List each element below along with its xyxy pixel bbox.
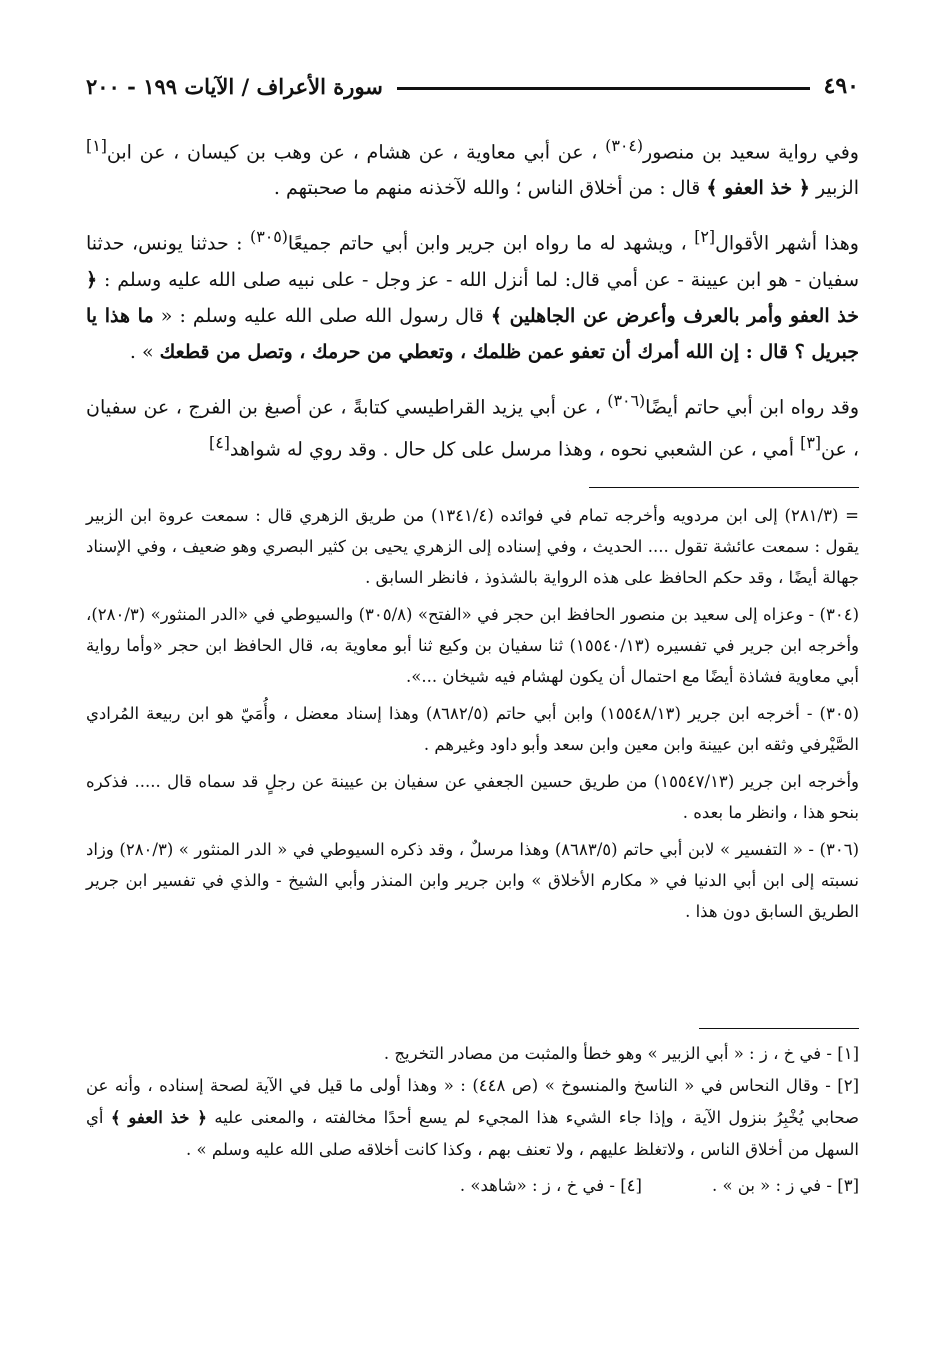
p2-hadith-speech: ما هذا يا جبريل ؟ قال : إن الله أمرك أن تعفو عمن ظلمك ، وتعطي من حرمك ، وتصل من قطعك	[86, 304, 859, 363]
p1-variant-ref-1: [١]	[86, 136, 107, 155]
header-rule	[397, 87, 810, 90]
p2-text-a: وهذا أشهر الأقوال	[715, 232, 859, 255]
p1-text-a: وفي رواية سعيد بن منصور	[643, 141, 859, 164]
p3-footnote-ref-306: (٣٠٦)	[607, 390, 646, 410]
variant-2-quote: ﴿ خذ العفو ﴾	[110, 1108, 207, 1127]
paragraph-2	[86, 219, 859, 369]
p1-text-d: قال : من أخلاق الناس ؛ والله لآخذنه منهم ما صحبتهم .	[273, 177, 701, 200]
p3-variant-ref-3: [٣]	[800, 432, 822, 452]
footnote-306: (٣٠٦) - « التفسير » لابن أبي حاتم (٨٦٨٣/٥) وهذا مرسلٌ ، وقد ذكره السيوطي في « الدر المنثور » (٢٨٠/٣) وزاد نسبته إلى ابن أبي الدنيا في « مكارم الأخلاق » وابن جرير وابن المنذر وأبي الشيخ - والذي في تفسير ابن جرير الطريق السابق دون هذا .	[86, 840, 859, 921]
footnote-304: (٣٠٤) - وعزاه إلى سعيد بن منصور الحافظ ابن حجر في «الفتح» (٣٠٥/٨) والسيوطي في «الدر المنثور» (٢٨٠/٣)، وأخرجه ابن جرير في تفسيره (١٥٥٤٠/١٣) ثنا سفيان بن وكيع ثنا أبو معاوية به، قال الحافظ ابن حجر «وأما رواية أبي معاوية فشاذة أيضًا مع احتمال أن يكون لهشام فيه شيخان ...».	[86, 605, 859, 686]
p1-text-c: الزبير	[815, 177, 859, 200]
variant-notes	[86, 1038, 859, 1202]
main-text	[86, 128, 859, 480]
footnotes	[86, 500, 859, 933]
p1-text-b: ، عن أبي معاوية ، عن هشام ، عن وهب بن كيسان ، عن ابن	[106, 141, 598, 164]
footnote-305-continued: وأخرجه ابن جرير (١٥٥٤٧/١٣) من طريق حسين الجعفي عن سفيان بن عيينة عن رجلٍ قد سماه قال ..... فذكره بنحو هذا ، وانظر ما بعده .	[86, 772, 860, 822]
paragraph-3	[86, 383, 859, 468]
p2-quran-quote: ﴿ خذ العفو وأمر بالعرف وأعرض عن الجاهلين ﴾	[86, 268, 859, 327]
page-header	[86, 66, 859, 106]
variants-row	[86, 1170, 859, 1202]
page-number: ٤٩٠	[823, 73, 859, 99]
footnote-305: (٣٠٥) - أخرجه ابن جرير (١٥٥٤٨/١٣) وابن أبي حاتم (٨٦٨٢/٥) وهذا إسناد معضل ، وأُمَيّ هو ابن ربيعة المُرادي الصَّيْرفي وثقه ابن عيينة وابن معين وابن سعد وأبو داود وغيرهم .	[86, 704, 859, 754]
variant-2-end: أي السهل من أخلاق الناس ، ولاتغلظ عليهم ، ولا تعنف بهم ، وكذا كانت أخلاقه صلى الله عليه وسلم » .	[86, 1108, 859, 1159]
running-title: سورة الأعراف / الآيات ١٩٩ - ٢٠٠	[86, 73, 383, 99]
variant-2-text: [٢] - وقال النحاس في « الناسخ والمنسوخ » (ص ٤٤٨) : « وهذا أولى ما قيل في الآية لصحة إسناده ، وأنه عن صحابي يُخْبِرُ بنزول الآية ، وإذا جاء الشيء هذا المجيء لم يسع أحدًا مخالفته ، والمعنى عليه	[86, 1076, 860, 1127]
p3-variant-ref-4: [٤]	[209, 432, 230, 452]
variants-separator	[699, 1028, 859, 1029]
footnote-continued: = (٢٨١/٣) إلى ابن مردويه وأخرجه تمام في فوائده (١٣٤١/٤) من طريق الزهري قال : سمعت عروة ابن الزبير يقول : سمعت عائشة تقول .... الحديث ، وفي إسناده إلى الزهري يحيى بن كثير البصري وهو ضعيف ، وفي الإسناد جهالة أيضًا ، وقد حكم الحافظ على هذه الرواية بالشذوذ ، فانظر السابق .	[86, 506, 859, 587]
p1-quran-quote: ﴿ خذ العفو ﴾	[706, 177, 810, 200]
variant-4: [٤] - في خ ، ز : «شاهد» .	[459, 1176, 642, 1195]
p3-text-b: ، عن أبي يزيد القراطيسي كتابةً ، عن أصبغ بن الفرج ، عن سفيان ، عن	[86, 395, 859, 461]
p3-text-c: أمي ، عن الشعبي نحوه ، وهذا مرسل على كل حال . وقد روي له شواهد	[229, 438, 795, 461]
paragraph-1	[86, 128, 859, 206]
p3-text-a: وقد رواه ابن أبي حاتم أيضًا	[645, 395, 859, 418]
variant-3: [٣] - في ز : « بن » .	[711, 1176, 859, 1195]
p2-footnote-ref-305: (٣٠٥)	[250, 227, 288, 247]
footnote-separator	[589, 487, 859, 488]
variant-1: [١] - في خ ، ز : « أبي الزبير » وهو خطأ والمثبت من مصادر التخريج .	[383, 1044, 859, 1063]
variant-2	[86, 1070, 859, 1166]
p2-text-c: : حدثنا يونس، حدثنا سفيان - هو ابن عيينة - عن أمي قال: لما أنزل الله - عز وجل - على نبيه صلى الله عليه وسلم :	[86, 232, 859, 291]
p2-text-b: ، ويشهد له ما رواه ابن جرير وابن أبي حاتم جميعًا	[287, 232, 687, 255]
p2-text-e: » .	[129, 340, 154, 363]
p2-variant-ref-2: [٢]	[694, 227, 716, 247]
p2-text-d: قال رسول الله صلى الله عليه وسلم : «	[160, 304, 484, 327]
p1-footnote-ref-304: (٣٠٤)	[605, 136, 644, 155]
